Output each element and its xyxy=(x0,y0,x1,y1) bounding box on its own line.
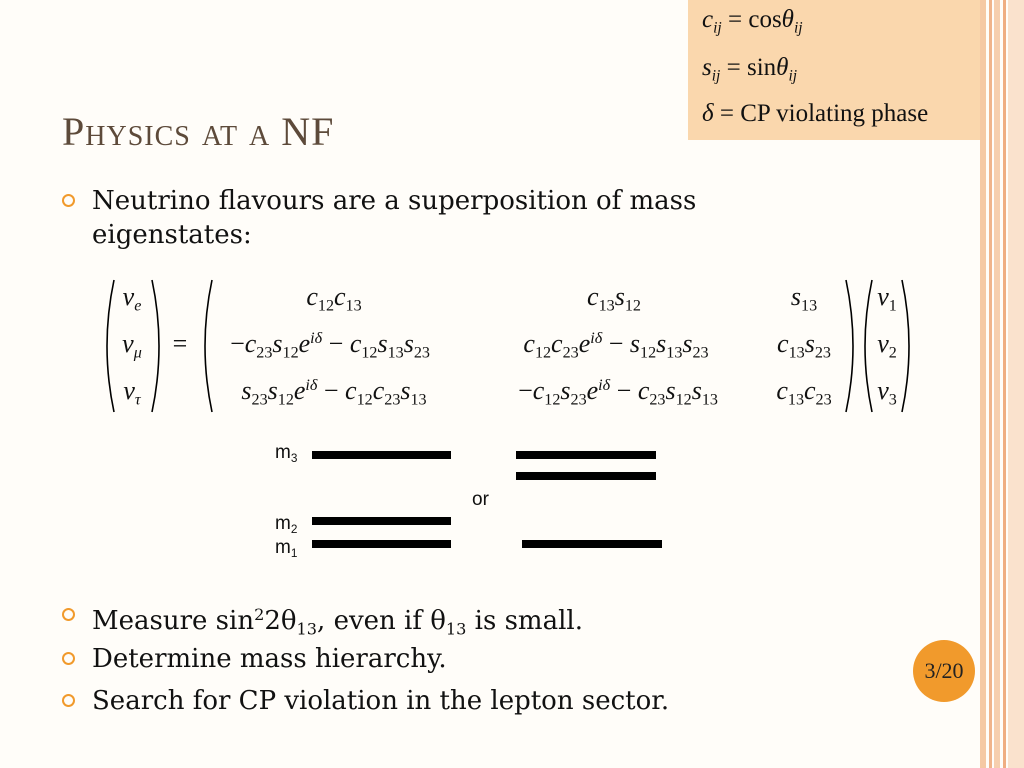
or-label: or xyxy=(472,489,489,510)
nu-2: $\nu_2$ xyxy=(877,329,897,362)
level-m2-normal xyxy=(312,517,451,525)
def-rhs-var: θ xyxy=(776,54,789,81)
matrix-cell: $c_{13}s_{23}$ xyxy=(777,329,831,362)
matrix-cell: $c_{13}s_{12}$ xyxy=(587,282,641,315)
left-paren-icon xyxy=(98,276,118,416)
def-lhs-sub: ij xyxy=(711,67,721,85)
matrix-cell: $s_{23}s_{12}e^{i\delta} - c_{12}c_{23}s_{13}$ xyxy=(241,376,427,409)
def-lhs-var: s xyxy=(702,54,712,81)
label-m3: $m_3$ xyxy=(275,442,298,466)
slide-title: Physics at a NF xyxy=(62,109,335,154)
flavour-label: e xyxy=(134,297,142,315)
bullet-icon xyxy=(62,694,75,707)
def-rhs: cos xyxy=(748,6,782,33)
flavour-label: μ xyxy=(133,344,142,362)
bullet-icon xyxy=(62,652,75,665)
level-m3-normal xyxy=(312,451,451,459)
edge-stripe xyxy=(1003,0,1006,768)
def-rhs: sin xyxy=(746,54,777,81)
bullet-icon xyxy=(62,194,75,207)
equals-sign: = xyxy=(172,329,188,358)
nu-mu: $\nu_\mu$ xyxy=(122,329,142,362)
matrix-cell: $c_{12}c_{13}$ xyxy=(306,282,362,315)
mass-label: 2 xyxy=(888,344,897,362)
right-paren-icon xyxy=(148,276,168,416)
def-rhs-var: θ xyxy=(781,6,794,33)
bullet-text: Search for CP violation in the lepton sector. xyxy=(92,686,670,716)
nu-1: $\nu_1$ xyxy=(877,282,897,315)
nu-e: $\nu_e$ xyxy=(122,282,142,315)
definition-sij: $s_{ij} = \sin\theta_{ij}$ xyxy=(702,54,798,85)
bullet-icon xyxy=(62,608,75,621)
definition-cij: $c_{ij} = \cos\theta_{ij}$ xyxy=(702,6,803,37)
label-m2: $m_2$ xyxy=(275,513,298,537)
left-paren-icon xyxy=(196,276,216,416)
level-m1-normal xyxy=(312,540,451,548)
matrix-cell: $s_{13}$ xyxy=(790,282,818,315)
bullet-text: Determine mass hierarchy. xyxy=(92,644,447,674)
bullet-text xyxy=(92,184,696,252)
level-inverted-second xyxy=(516,472,656,480)
bullet-line: eigenstates: xyxy=(92,220,252,250)
def-rhs: CP violating phase xyxy=(740,100,929,127)
mass-label: 1 xyxy=(888,297,897,315)
definition-delta: δ = CP violating phase xyxy=(702,100,929,127)
nu-tau: $\nu_\tau$ xyxy=(123,376,141,409)
label-m1: $m_1$ xyxy=(275,537,298,561)
def-lhs-sub: ij xyxy=(713,19,722,37)
def-lhs-var: δ xyxy=(702,100,714,127)
matrix-cell: $-c_{12}s_{23}e^{i\delta} - c_{23}s_{12}s_{13}$ xyxy=(518,376,718,409)
edge-stripe xyxy=(994,0,1000,768)
flavour-label: τ xyxy=(134,391,141,409)
edge-stripe xyxy=(989,0,992,768)
def-rhs-sub: ij xyxy=(793,19,803,37)
page-indicator: 3/20 xyxy=(913,640,975,702)
matrix-cell: $-c_{23}s_{12}e^{i\delta} - c_{12}s_{13}s_{23}$ xyxy=(230,329,430,362)
level-inverted-lowest xyxy=(522,540,662,548)
bullet-text: Measure $\sin^22\theta_{13}$, even if $\theta_{13}$ is small. xyxy=(92,605,583,639)
right-paren-icon xyxy=(898,276,918,416)
def-lhs-var: c xyxy=(702,6,714,33)
definitions-box xyxy=(688,0,980,140)
def-rhs-sub: ij xyxy=(788,67,798,85)
nu-3: $\nu_3$ xyxy=(877,376,897,409)
mixing-matrix-equation xyxy=(98,276,920,416)
matrix-cell: $c_{13}c_{23}$ xyxy=(776,376,832,409)
bullet-line: Neutrino flavours are a superposition of mass xyxy=(92,186,697,216)
level-inverted-top xyxy=(516,451,656,459)
matrix-cell: $c_{12}c_{23}e^{i\delta} - s_{12}s_{13}s_{23}$ xyxy=(523,329,709,362)
edge-stripe xyxy=(1008,0,1024,768)
left-paren-icon xyxy=(856,276,876,416)
mass-label: 3 xyxy=(888,391,897,409)
edge-stripe xyxy=(980,0,986,768)
